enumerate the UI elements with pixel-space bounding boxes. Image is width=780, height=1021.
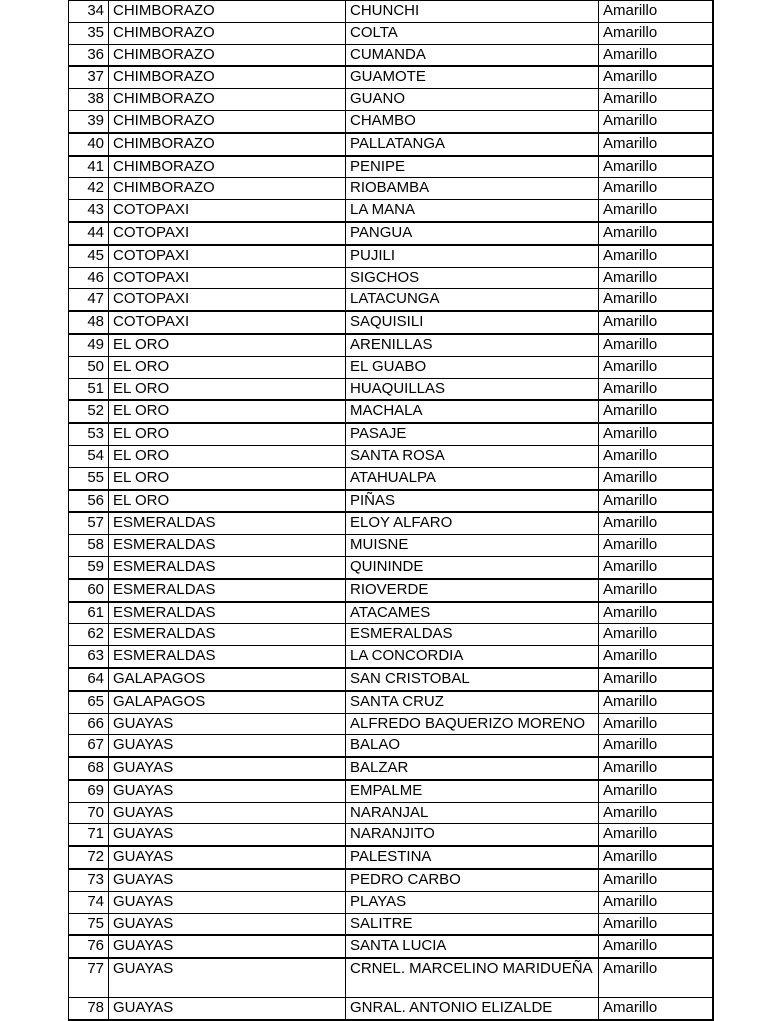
row-number: 40 — [69, 133, 109, 156]
table-row — [69, 535, 713, 557]
canton-cell: CHUNCHI — [346, 1, 599, 23]
alert-color-cell: Amarillo — [599, 846, 713, 869]
table-row — [69, 646, 713, 668]
row-number: 34 — [69, 1, 109, 23]
province-cell: ESMERALDAS — [109, 535, 346, 557]
row-number: 47 — [69, 289, 109, 311]
alert-color-cell: Amarillo — [599, 200, 713, 222]
province-cell: CHIMBORAZO — [109, 133, 346, 156]
province-cell: GUAYAS — [109, 869, 346, 891]
canton-cell: SALITRE — [346, 913, 599, 935]
table-row — [69, 935, 713, 958]
province-cell: EL ORO — [109, 378, 346, 400]
canton-cell: ESMERALDAS — [346, 624, 599, 646]
table-row — [69, 245, 713, 267]
province-cell: EL ORO — [109, 445, 346, 467]
province-cell: EL ORO — [109, 467, 346, 489]
province-cell: CHIMBORAZO — [109, 110, 346, 132]
table-row — [69, 22, 713, 44]
alert-color-cell: Amarillo — [599, 110, 713, 132]
canton-table — [68, 0, 714, 1021]
table-row — [69, 66, 713, 88]
table-row — [69, 289, 713, 311]
canton-cell: EL GUABO — [346, 356, 599, 378]
row-number: 59 — [69, 556, 109, 578]
table-row — [69, 891, 713, 913]
canton-cell: SAQUISILI — [346, 311, 599, 334]
province-cell: GUAYAS — [109, 713, 346, 735]
alert-color-cell: Amarillo — [599, 891, 713, 913]
province-cell: ESMERALDAS — [109, 602, 346, 624]
alert-color-cell: Amarillo — [599, 445, 713, 467]
table-body — [69, 1, 713, 1021]
canton-cell: PEDRO CARBO — [346, 869, 599, 891]
row-number: 77 — [69, 958, 109, 998]
table-row — [69, 958, 713, 998]
province-cell: CHIMBORAZO — [109, 66, 346, 88]
alert-color-cell: Amarillo — [599, 1, 713, 23]
canton-cell: LA CONCORDIA — [346, 646, 599, 668]
canton-cell: SANTA ROSA — [346, 445, 599, 467]
row-number: 68 — [69, 757, 109, 780]
table-row — [69, 780, 713, 802]
table-row — [69, 156, 713, 178]
row-number: 63 — [69, 646, 109, 668]
alert-color-cell: Amarillo — [599, 757, 713, 780]
row-number: 43 — [69, 200, 109, 222]
row-number: 64 — [69, 668, 109, 691]
row-number: 57 — [69, 512, 109, 534]
table-row — [69, 624, 713, 646]
row-number: 56 — [69, 490, 109, 513]
canton-cell: MACHALA — [346, 400, 599, 423]
province-cell: EL ORO — [109, 423, 346, 445]
province-cell: GUAYAS — [109, 846, 346, 869]
table-row — [69, 178, 713, 200]
table-row — [69, 869, 713, 891]
row-number: 52 — [69, 400, 109, 423]
canton-cell: RIOBAMBA — [346, 178, 599, 200]
alert-color-cell: Amarillo — [599, 66, 713, 88]
canton-cell: PALLATANGA — [346, 133, 599, 156]
row-number: 72 — [69, 846, 109, 869]
alert-color-cell: Amarillo — [599, 869, 713, 891]
province-cell: CHIMBORAZO — [109, 89, 346, 111]
alert-color-cell: Amarillo — [599, 535, 713, 557]
alert-color-cell: Amarillo — [599, 780, 713, 802]
canton-cell: LATACUNGA — [346, 289, 599, 311]
province-cell: COTOPAXI — [109, 311, 346, 334]
alert-color-cell: Amarillo — [599, 467, 713, 489]
alert-color-cell: Amarillo — [599, 245, 713, 267]
alert-color-cell: Amarillo — [599, 156, 713, 178]
row-number: 37 — [69, 66, 109, 88]
table-row — [69, 400, 713, 423]
row-number: 58 — [69, 535, 109, 557]
table-row — [69, 356, 713, 378]
table-row — [69, 668, 713, 691]
canton-cell: GUAMOTE — [346, 66, 599, 88]
province-cell: GALAPAGOS — [109, 668, 346, 691]
province-cell: ESMERALDAS — [109, 512, 346, 534]
row-number: 42 — [69, 178, 109, 200]
row-number: 48 — [69, 311, 109, 334]
canton-cell: CHAMBO — [346, 110, 599, 132]
alert-color-cell: Amarillo — [599, 735, 713, 757]
row-number: 66 — [69, 713, 109, 735]
canton-cell: ATAHUALPA — [346, 467, 599, 489]
canton-cell: SANTA CRUZ — [346, 691, 599, 713]
canton-cell: SAN CRISTOBAL — [346, 668, 599, 691]
row-number: 73 — [69, 869, 109, 891]
province-cell: GUAYAS — [109, 802, 346, 824]
table-row — [69, 512, 713, 534]
province-cell: GUAYAS — [109, 757, 346, 780]
table-row — [69, 802, 713, 824]
province-cell: ESMERALDAS — [109, 556, 346, 578]
alert-color-cell: Amarillo — [599, 998, 713, 1020]
alert-color-cell: Amarillo — [599, 646, 713, 668]
table-row — [69, 133, 713, 156]
province-cell: CHIMBORAZO — [109, 156, 346, 178]
canton-cell: EMPALME — [346, 780, 599, 802]
canton-cell: QUININDE — [346, 556, 599, 578]
province-cell: EL ORO — [109, 490, 346, 513]
row-number: 45 — [69, 245, 109, 267]
alert-color-cell: Amarillo — [599, 913, 713, 935]
alert-color-cell: Amarillo — [599, 802, 713, 824]
canton-cell: GNRAL. ANTONIO ELIZALDE — [346, 998, 599, 1020]
row-number: 55 — [69, 467, 109, 489]
canton-cell: PUJILI — [346, 245, 599, 267]
alert-color-cell: Amarillo — [599, 400, 713, 423]
canton-cell: PIÑAS — [346, 490, 599, 513]
alert-color-cell: Amarillo — [599, 579, 713, 602]
row-number: 53 — [69, 423, 109, 445]
row-number: 60 — [69, 579, 109, 602]
province-cell: EL ORO — [109, 356, 346, 378]
canton-cell: PALESTINA — [346, 846, 599, 869]
table-row — [69, 89, 713, 111]
canton-cell: CRNEL. MARCELINO MARIDUEÑA — [346, 958, 599, 998]
canton-cell: NARANJITO — [346, 824, 599, 846]
province-cell: GUAYAS — [109, 935, 346, 958]
table-row — [69, 1, 713, 23]
row-number: 61 — [69, 602, 109, 624]
canton-cell: CUMANDA — [346, 44, 599, 66]
alert-color-cell: Amarillo — [599, 668, 713, 691]
row-number: 76 — [69, 935, 109, 958]
table-row — [69, 222, 713, 245]
alert-color-cell: Amarillo — [599, 824, 713, 846]
province-cell: COTOPAXI — [109, 267, 346, 289]
canton-cell: COLTA — [346, 22, 599, 44]
canton-cell: PANGUA — [346, 222, 599, 245]
alert-color-cell: Amarillo — [599, 713, 713, 735]
canton-cell: GUANO — [346, 89, 599, 111]
alert-color-cell: Amarillo — [599, 556, 713, 578]
alert-color-cell: Amarillo — [599, 289, 713, 311]
province-cell: ESMERALDAS — [109, 646, 346, 668]
row-number: 49 — [69, 334, 109, 356]
row-number: 46 — [69, 267, 109, 289]
canton-cell: LA MANA — [346, 200, 599, 222]
table-row — [69, 757, 713, 780]
table-row — [69, 490, 713, 513]
alert-color-cell: Amarillo — [599, 44, 713, 66]
table-row — [69, 267, 713, 289]
table-row — [69, 423, 713, 445]
row-number: 62 — [69, 624, 109, 646]
canton-cell: BALAO — [346, 735, 599, 757]
province-cell: CHIMBORAZO — [109, 1, 346, 23]
table-row — [69, 735, 713, 757]
province-cell: CHIMBORAZO — [109, 178, 346, 200]
alert-color-cell: Amarillo — [599, 602, 713, 624]
row-number: 39 — [69, 110, 109, 132]
table-row — [69, 602, 713, 624]
alert-color-cell: Amarillo — [599, 691, 713, 713]
alert-color-cell: Amarillo — [599, 311, 713, 334]
canton-cell: PASAJE — [346, 423, 599, 445]
row-number: 44 — [69, 222, 109, 245]
row-number: 41 — [69, 156, 109, 178]
table-row — [69, 311, 713, 334]
canton-cell: ELOY ALFARO — [346, 512, 599, 534]
row-number: 75 — [69, 913, 109, 935]
province-cell: GUAYAS — [109, 735, 346, 757]
canton-cell: BALZAR — [346, 757, 599, 780]
table-row — [69, 846, 713, 869]
alert-color-cell: Amarillo — [599, 512, 713, 534]
alert-color-cell: Amarillo — [599, 378, 713, 400]
canton-cell: ATACAMES — [346, 602, 599, 624]
row-number: 36 — [69, 44, 109, 66]
province-cell: COTOPAXI — [109, 200, 346, 222]
canton-cell: NARANJAL — [346, 802, 599, 824]
table-row — [69, 110, 713, 132]
row-number: 70 — [69, 802, 109, 824]
row-number: 51 — [69, 378, 109, 400]
province-cell: GUAYAS — [109, 824, 346, 846]
province-cell: GUAYAS — [109, 998, 346, 1020]
alert-color-cell: Amarillo — [599, 624, 713, 646]
province-cell: GUAYAS — [109, 958, 346, 998]
table-row — [69, 200, 713, 222]
row-number: 35 — [69, 22, 109, 44]
row-number: 50 — [69, 356, 109, 378]
table-row — [69, 824, 713, 846]
alert-color-cell: Amarillo — [599, 178, 713, 200]
canton-cell: HUAQUILLAS — [346, 378, 599, 400]
table-row — [69, 713, 713, 735]
province-cell: GUAYAS — [109, 780, 346, 802]
alert-color-cell: Amarillo — [599, 89, 713, 111]
table-row — [69, 998, 713, 1020]
province-cell: COTOPAXI — [109, 222, 346, 245]
alert-color-cell: Amarillo — [599, 222, 713, 245]
alert-color-cell: Amarillo — [599, 334, 713, 356]
canton-cell: PLAYAS — [346, 891, 599, 913]
table-row — [69, 913, 713, 935]
alert-color-cell: Amarillo — [599, 935, 713, 958]
table-row — [69, 467, 713, 489]
canton-cell: PENIPE — [346, 156, 599, 178]
row-number: 71 — [69, 824, 109, 846]
canton-cell: MUISNE — [346, 535, 599, 557]
table-row — [69, 445, 713, 467]
canton-cell: ARENILLAS — [346, 334, 599, 356]
canton-cell: SANTA LUCIA — [346, 935, 599, 958]
province-cell: EL ORO — [109, 400, 346, 423]
table-row — [69, 579, 713, 602]
province-cell: GALAPAGOS — [109, 691, 346, 713]
row-number: 67 — [69, 735, 109, 757]
row-number: 78 — [69, 998, 109, 1020]
table-row — [69, 378, 713, 400]
canton-cell: ALFREDO BAQUERIZO MORENO — [346, 713, 599, 735]
canton-cell: SIGCHOS — [346, 267, 599, 289]
alert-color-cell: Amarillo — [599, 423, 713, 445]
canton-cell: RIOVERDE — [346, 579, 599, 602]
row-number: 38 — [69, 89, 109, 111]
alert-color-cell: Amarillo — [599, 267, 713, 289]
province-cell: CHIMBORAZO — [109, 22, 346, 44]
row-number: 69 — [69, 780, 109, 802]
alert-color-cell: Amarillo — [599, 490, 713, 513]
alert-color-cell: Amarillo — [599, 958, 713, 998]
province-cell: ESMERALDAS — [109, 579, 346, 602]
province-cell: COTOPAXI — [109, 289, 346, 311]
row-number: 74 — [69, 891, 109, 913]
alert-color-cell: Amarillo — [599, 356, 713, 378]
row-number: 65 — [69, 691, 109, 713]
province-cell: GUAYAS — [109, 913, 346, 935]
table-row — [69, 556, 713, 578]
table-row — [69, 44, 713, 66]
province-cell: ESMERALDAS — [109, 624, 346, 646]
province-cell: EL ORO — [109, 334, 346, 356]
table-row — [69, 691, 713, 713]
row-number: 54 — [69, 445, 109, 467]
province-cell: CHIMBORAZO — [109, 44, 346, 66]
alert-color-cell: Amarillo — [599, 133, 713, 156]
province-cell: COTOPAXI — [109, 245, 346, 267]
province-cell: GUAYAS — [109, 891, 346, 913]
table-row — [69, 334, 713, 356]
alert-color-cell: Amarillo — [599, 22, 713, 44]
